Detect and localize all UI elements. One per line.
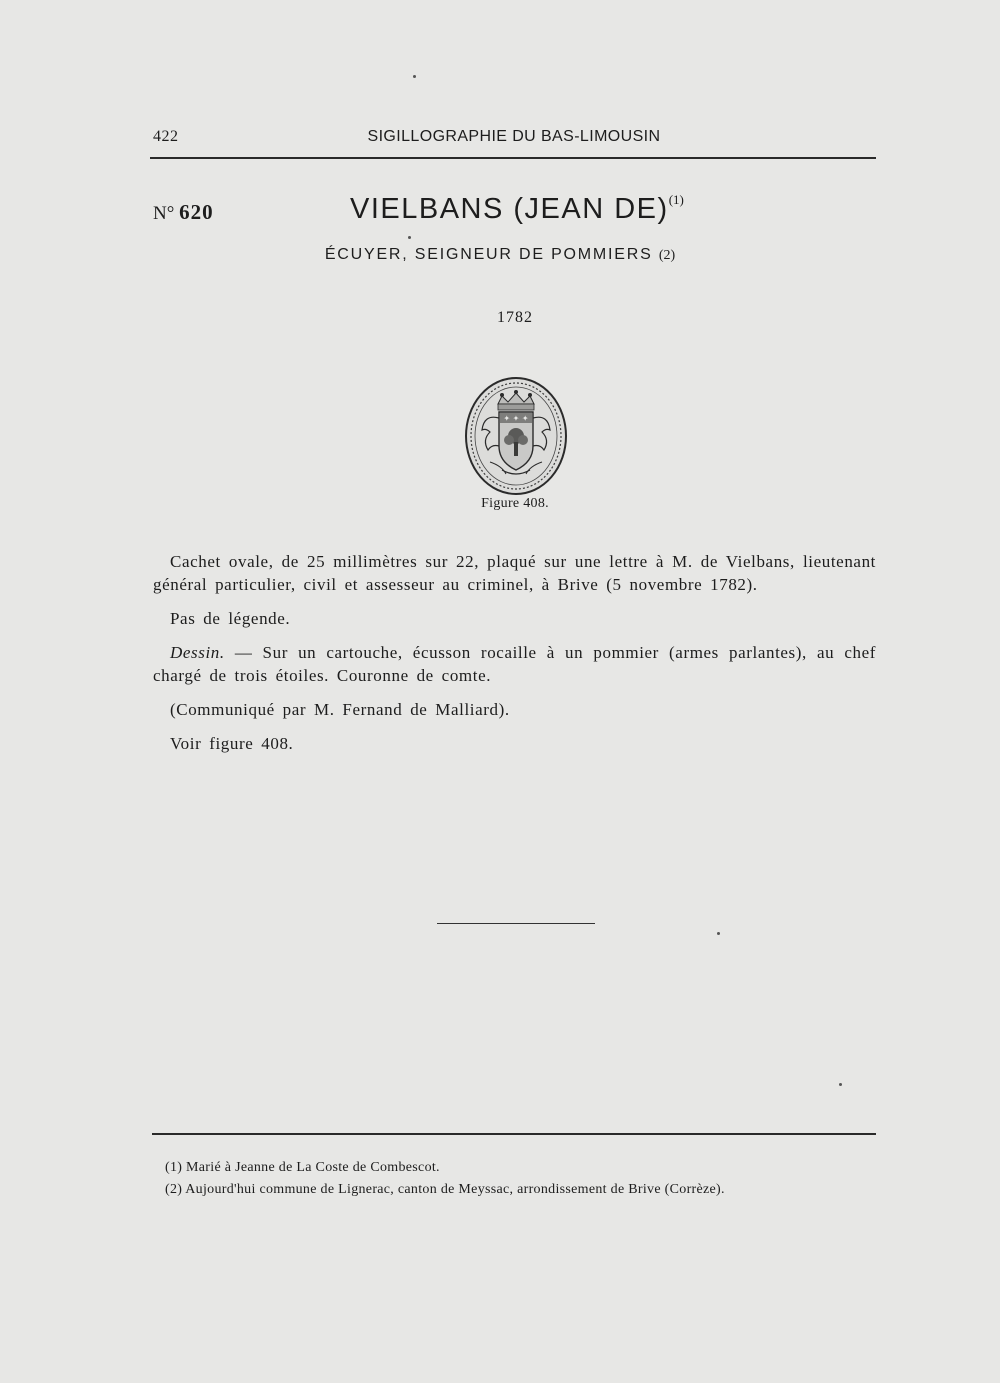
footnote-2 [165,1179,865,1201]
footnote-1-text: Marié à Jeanne de La Coste de Combescot. [186,1160,440,1175]
entry-title-text: VIELBANS (JEAN DE) [350,193,669,225]
paper-speck [408,236,411,239]
entry-subtitle-footnote-mark: (2) [658,248,676,263]
entry-title [350,192,684,226]
svg-text:✦ ✦ ✦: ✦ ✦ ✦ [503,414,529,423]
figure-caption: Figure 408. [481,496,549,511]
entry-number-value: 620 [179,200,214,224]
header-rule [150,157,876,159]
drawing-lead: Dessin. [170,643,225,662]
seal-icon [462,374,570,498]
entry-year: 1782 [497,309,533,326]
entry-number-prefix: N° [153,203,175,224]
running-header [153,126,875,154]
footnote-1 [165,1157,865,1179]
paper-speck [717,932,720,935]
section-rule [437,923,595,924]
paper-speck [413,75,416,78]
running-title: SIGILLOGRAPHIE DU BAS-LIMOUSIN [367,128,661,145]
paragraph-drawing [153,641,876,687]
paragraph-legend: Pas de légende. [170,609,291,628]
body-text [153,550,876,755]
paper-speck [839,1083,842,1086]
entry-title-footnote-mark: (1) [668,192,684,207]
footnote-2-text: Aujourd'hui commune de Lignerac, canton de Meyssac, arrondissement de Brive (Corrèze). [185,1182,725,1197]
footnote-rule [152,1133,876,1135]
page-number: 422 [153,128,179,145]
paragraph-figure-reference: Voir figure 408. [170,734,294,753]
entry-subtitle-text: ÉCUYER, SEIGNEUR DE POMMIERS [324,246,653,263]
paragraph-communication: (Communiqué par M. Fernand de Malliard). [170,700,510,719]
entry-subtitle [0,246,1000,264]
footnote-2-mark: (2) [165,1182,183,1197]
drawing-text: — Sur un cartouche, écusson rocaille à un pommier (armes parlantes), au chef chargé de trois étoiles. Couronne de comte. [153,643,876,685]
paragraph-description: Cachet ovale, de 25 millimètres sur 22, plaqué sur une lettre à M. de Vielbans, lieutenant général particulier, civil et assesseur au criminel, à Brive (5 novembre 1782). [153,552,876,594]
footnotes [165,1157,865,1201]
entry-number [153,200,214,225]
footnote-1-mark: (1) [165,1160,183,1175]
